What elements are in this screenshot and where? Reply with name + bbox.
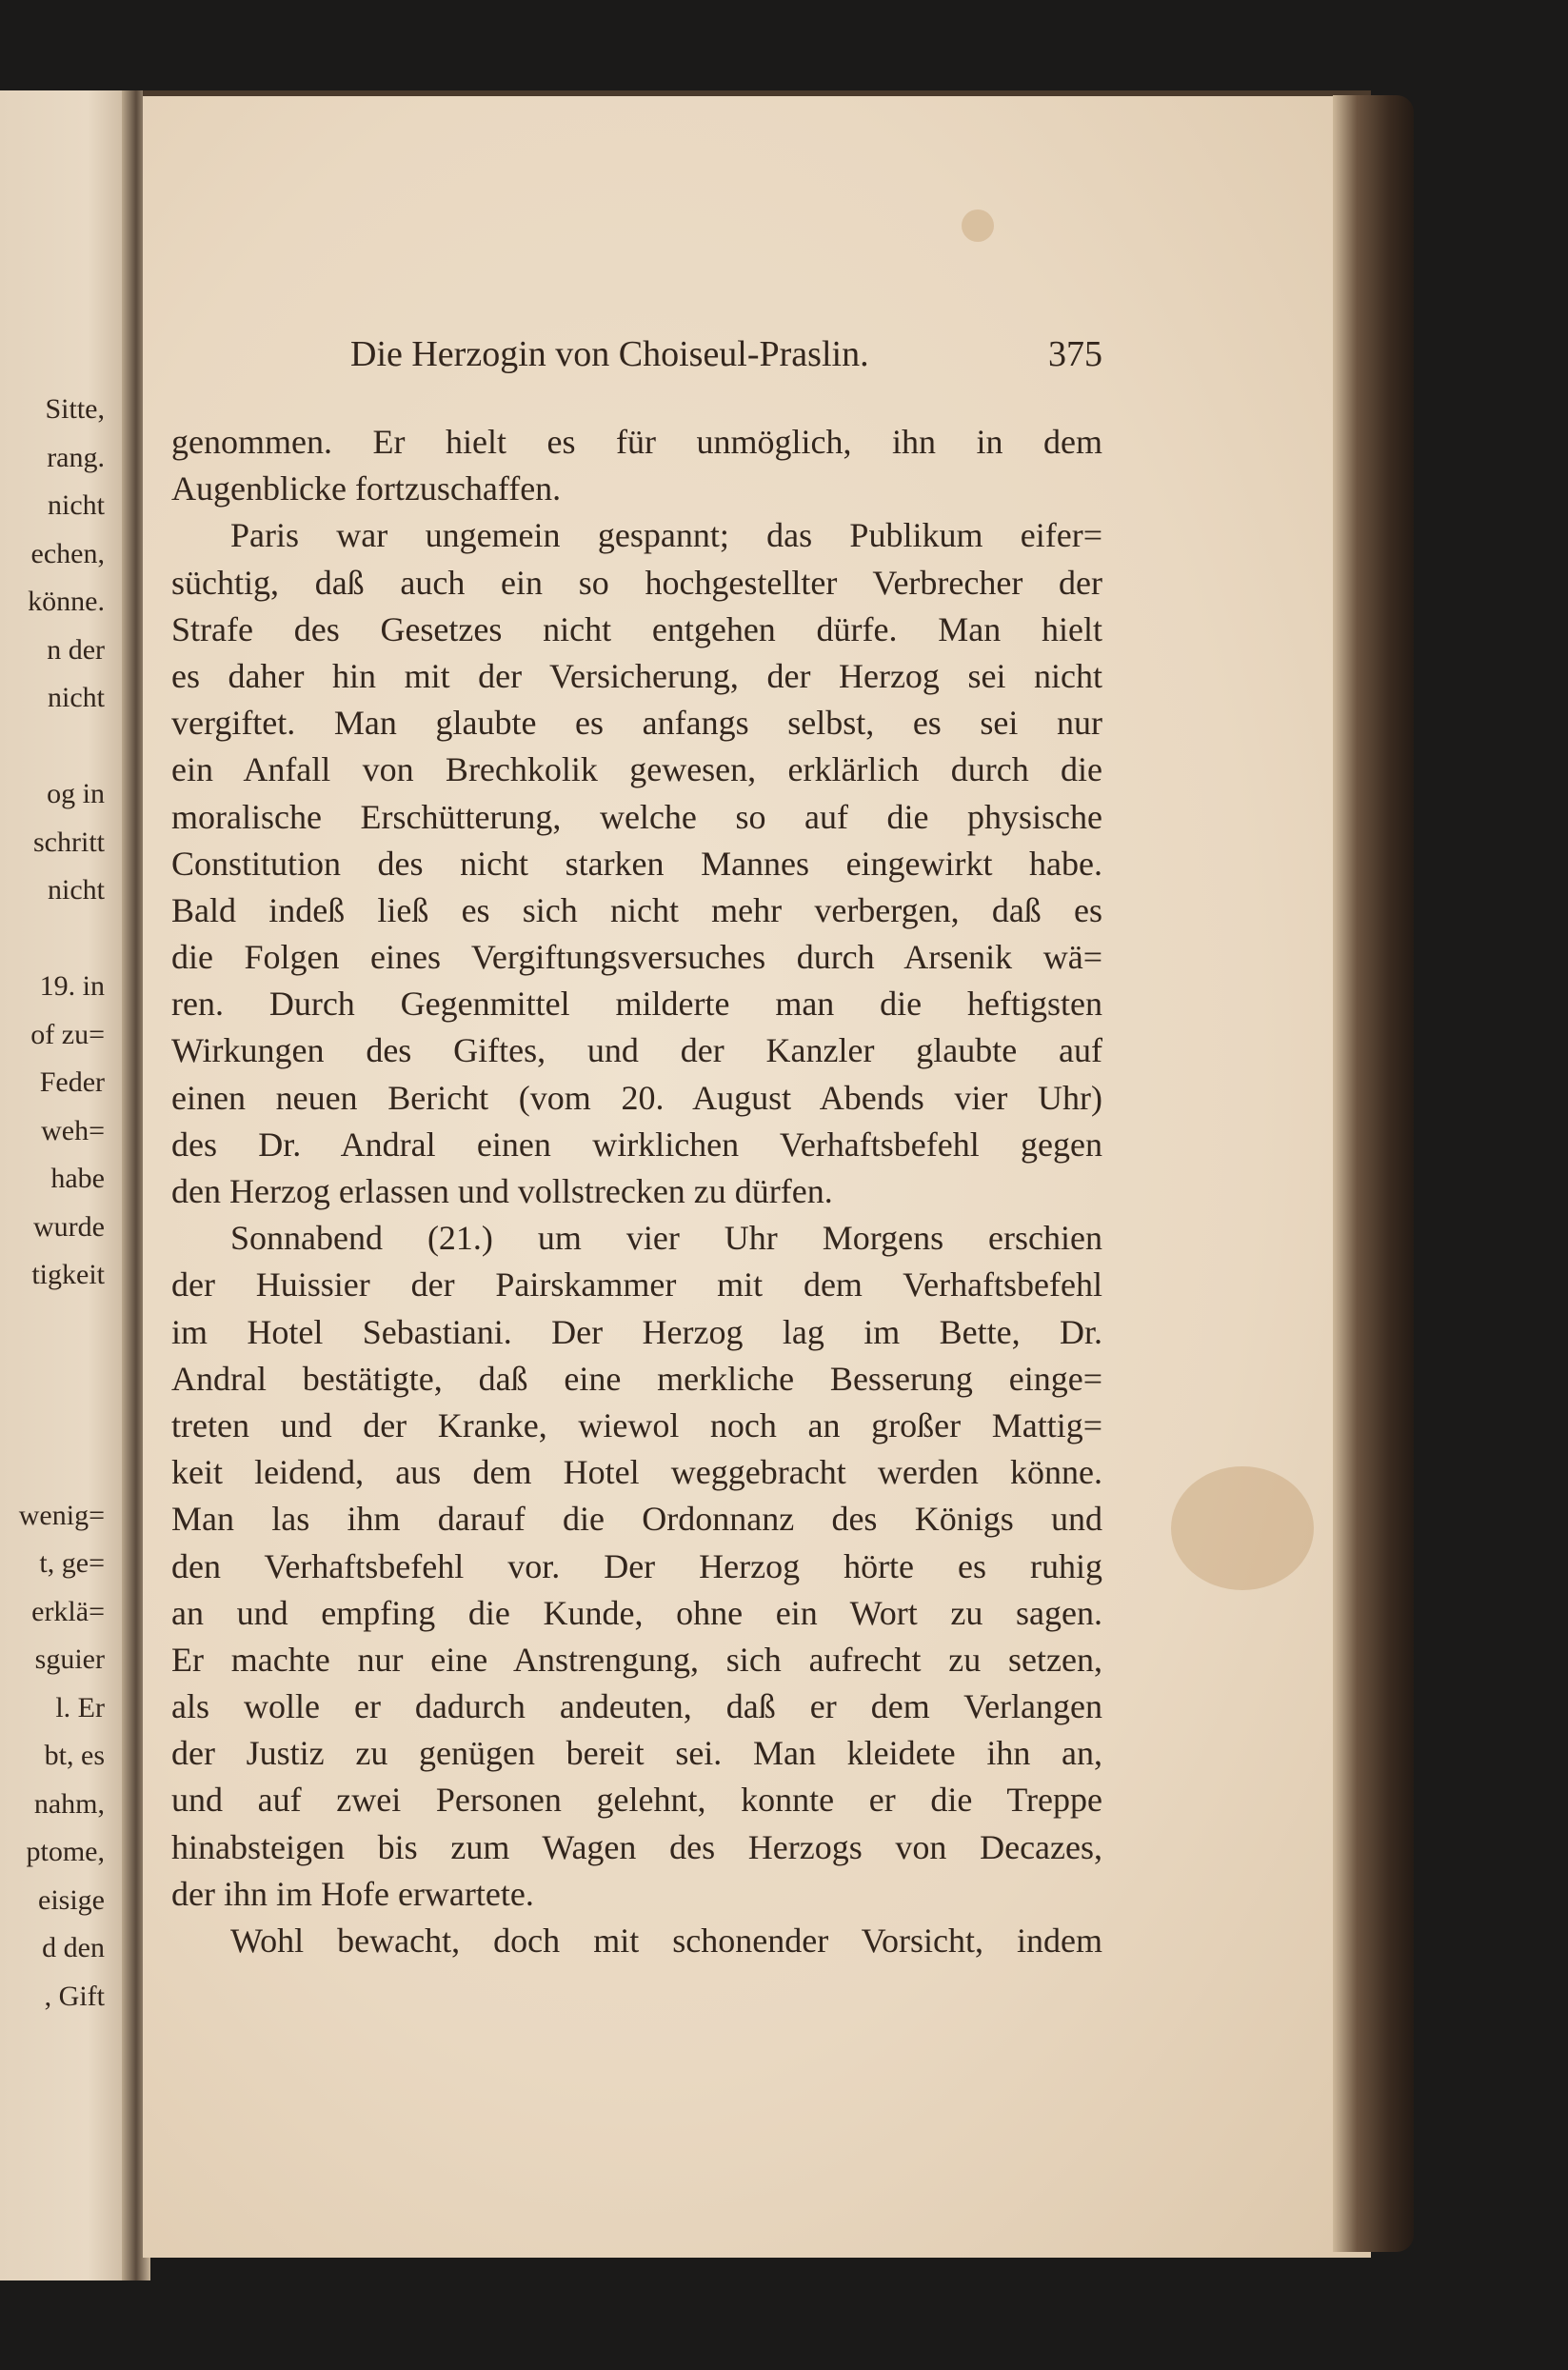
text-line: im Hotel Sebastiani. Der Herzog lag im Bette, Dr.: [171, 1312, 1102, 1351]
text-line: Paris war ungemein gespannt; das Publikum eifer=: [230, 516, 1102, 555]
left-page-line: , Gift: [44, 1980, 105, 2012]
left-page-line: [0, 723, 105, 771]
left-page-line: [0, 1347, 105, 1396]
text-line: als wolle er dadurch andeuten, daß er dem Verlangen: [171, 1687, 1102, 1726]
text-line: es daher hin mit der Versicherung, der Herzog sei nicht: [171, 656, 1102, 695]
text-line: einen neuen Bericht (vom 20. August Abends vier Uhr): [171, 1078, 1102, 1117]
text-line: moralische Erschütterung, welche so auf die physische: [171, 797, 1102, 836]
left-page-line: wurde: [33, 1210, 105, 1243]
paper-stain: [1171, 1466, 1314, 1590]
left-page-line: könne.: [28, 586, 105, 617]
text-line: Bald indeß ließ es sich nicht mehr verbergen, daß es: [171, 890, 1102, 929]
left-page-line: nicht: [48, 489, 105, 521]
left-page-line: tigkeit: [31, 1259, 105, 1290]
left-page-line: nicht: [48, 682, 105, 713]
text-line: der Huissier der Pairskammer mit dem Verhaftsbefehl: [171, 1265, 1102, 1304]
text-line: treten und der Kranke, wiewol noch an großer Mattig=: [171, 1405, 1102, 1444]
left-page-text: [0, 386, 105, 2021]
left-page-line: habe: [50, 1163, 105, 1194]
text-line: den Herzog erlassen und vollstrecken zu dürfen.: [171, 1172, 833, 1210]
left-page-line: nicht: [48, 874, 105, 906]
text-line: Wohl bewacht, doch mit schonender Vorsicht, indem: [230, 1922, 1102, 1960]
text-line: Er machte nur eine Anstrengung, sich aufrecht zu setzen,: [171, 1640, 1102, 1679]
left-page-line: 19. in: [39, 970, 105, 1002]
text-line: die Folgen eines Vergiftungsversuches durch Arsenik wä=: [171, 938, 1102, 977]
running-title: Die Herzogin von Choiseul-Praslin.: [350, 334, 869, 374]
left-page-line: echen,: [30, 537, 105, 569]
left-page-line: nahm,: [33, 1787, 105, 1820]
left-page-line: d den: [42, 1932, 105, 1963]
page-header: [171, 333, 1102, 381]
text-line: Sonnabend (21.) um vier Uhr Morgens erschien: [230, 1219, 1102, 1258]
left-page-line: [0, 915, 105, 964]
text-line: und auf zwei Personen gelehnt, konnte er die Treppe: [171, 1781, 1102, 1820]
text-line: Man las ihm darauf die Ordonnanz des Königs und: [171, 1500, 1102, 1539]
left-page-line: of zu=: [30, 1018, 105, 1050]
left-page-line: [0, 1300, 105, 1348]
text-line: süchtig, daß auch ein so hochgestellter Verbrecher der: [171, 563, 1102, 602]
left-page-line: Feder: [39, 1066, 105, 1098]
text-line: ren. Durch Gegenmittel milderte man die heftigsten: [171, 985, 1102, 1024]
text-line: ein Anfall von Brechkolik gewesen, erklärlich durch die: [171, 750, 1102, 789]
text-line: Strafe des Gesetzes nicht entgehen dürfe. Man hielt: [171, 609, 1102, 648]
text-line: hinabsteigen bis zum Wagen des Herzogs von Decazes,: [171, 1827, 1102, 1866]
text-line: an und empfing die Kunde, ohne ein Wort zu sagen.: [171, 1593, 1102, 1632]
left-page-line: eisige: [38, 1883, 105, 1916]
text-line: genommen. Er hielt es für unmöglich, ihn in dem: [171, 423, 1102, 461]
left-page-line: sguier: [34, 1643, 105, 1675]
body-text: [171, 419, 1102, 1964]
left-page-line: wenig=: [18, 1499, 105, 1531]
text-line: der ihn im Hofe erwartete.: [171, 1874, 534, 1913]
left-page-line: l. Er: [55, 1691, 105, 1723]
text-line: Wirkungen des Giftes, und der Kanzler glaubte auf: [171, 1031, 1102, 1070]
page-number: 375: [1048, 334, 1102, 374]
left-page-line: schritt: [33, 826, 105, 858]
text-line: Andral bestätigte, daß eine merkliche Besserung einge=: [171, 1359, 1102, 1398]
left-page-line: weh=: [41, 1114, 105, 1146]
left-page-line: [0, 1396, 105, 1444]
page-edge: [1333, 95, 1414, 2252]
left-page-line: og in: [47, 778, 105, 809]
text-line: Augenblicke fortzuschaffen.: [171, 469, 562, 508]
text-line: den Verhaftsbefehl vor. Der Herzog hörte es ruhig: [171, 1546, 1102, 1585]
text-line: Constitution des nicht starken Mannes eingewirkt habe.: [171, 844, 1102, 883]
text-line: vergiftet. Man glaubte es anfangs selbst, es sei nur: [171, 704, 1102, 743]
left-page-line: bt, es: [44, 1740, 105, 1771]
left-page-line: erklä=: [31, 1595, 105, 1627]
text-line: der Justiz zu genügen bereit sei. Man kleidete ihn an,: [171, 1734, 1102, 1773]
left-page-line: Sitte,: [45, 393, 105, 425]
left-page-line: n der: [47, 633, 105, 666]
left-page-line: rang.: [47, 441, 105, 473]
left-page-line: t, ge=: [39, 1547, 105, 1579]
text-line: keit leidend, aus dem Hotel weggebracht werden könne.: [171, 1453, 1102, 1492]
left-page-line: [0, 1444, 105, 1492]
left-page-line: ptome,: [26, 1836, 105, 1867]
paper-stain: [962, 209, 994, 242]
text-line: des Dr. Andral einen wirklichen Verhaftsbefehl gegen: [171, 1125, 1102, 1164]
